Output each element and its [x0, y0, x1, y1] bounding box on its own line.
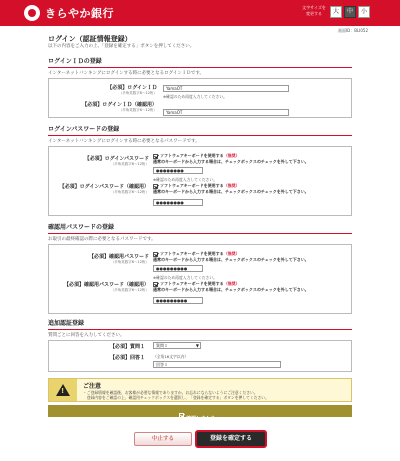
login-pw-confirm-keyboard-desc: 通常のキーボードから入力する場合は、チェックボックスのチェックを外して下さい。 [153, 189, 309, 194]
login-pw-keyboard-desc: 通常のキーボードから入力する場合は、チェックボックスのチェックを外して下さい。 [153, 159, 309, 164]
secret-question-select[interactable]: 質問１ ▼ [153, 342, 201, 349]
caution-band [49, 379, 77, 401]
login-pw-desc: インターネットバンキングにログインする時に必要となるパスワードです。 [48, 139, 200, 144]
font-size-large-button[interactable]: 大 [330, 6, 342, 18]
warning-icon [56, 384, 70, 396]
login-pw-input[interactable]: ●●●●●●●● [153, 167, 203, 174]
font-size-medium-button[interactable]: 中 [344, 6, 356, 18]
login-id-heading: ログインＩＤの登録 [48, 56, 352, 68]
confirm-pw-confirm-keyboard-check[interactable]: ソフトウェアキーボードを使用する（推奨） [153, 281, 349, 287]
confirm-label: 確認しました。 [185, 416, 221, 422]
caution-text: ・ご登録情報を確認後、お客様が必要な情報でありますか。お忘れにならないようにご注意ください。 登録内容をご確認の上、確認用チェックボックスを選択し、「登録を確定する」ボタンを押してください。 [83, 390, 269, 400]
login-pw-confirm-input[interactable]: ●●●●●●●● [153, 199, 203, 206]
login-pw-confirm-keyboard-check[interactable]: ソフトウェアキーボードを使用する（推奨） [153, 183, 349, 189]
login-pw-hint: ※確認のため再度入力してください。 [153, 177, 217, 182]
confirm-pw-label: 【必須】確認用パスワード （半角英数字6～12桁） [88, 254, 149, 264]
secret-question-label: 【必須】質問１ [109, 344, 145, 350]
secret-box [48, 340, 352, 372]
confirm-checkbox-bar[interactable] [48, 405, 352, 422]
login-id-label: 【必須】ログインＩＤ （半角英数字6～12桁） [107, 85, 157, 95]
caution-title: ご注意 [83, 383, 102, 390]
confirm-pw-input[interactable]: ●●●●●●●●● [153, 265, 203, 272]
login-id-confirm-label: 【必須】ログインＩＤ（確認用） （半角英数字6～12桁） [82, 102, 157, 112]
secret-heading: 追加認証登録 [48, 318, 352, 330]
secret-answer-input[interactable]: 回答１ [153, 361, 281, 368]
page-title: ログイン（認証情報登録） [48, 35, 132, 43]
login-id-desc: インターネットバンキングにログインする時に必要となるログインＩＤです。 [48, 71, 205, 76]
login-id-confirm-input[interactable]: YamaOT [163, 109, 289, 116]
bank-name: きらやか銀行 [45, 7, 114, 20]
page-note: 以下の内容をご入力の上、「登録を確定する」ボタンを押してください。 [48, 44, 195, 49]
cancel-button[interactable]: 中止する [134, 432, 192, 446]
secret-answer-label: 【必須】回答１ [109, 355, 145, 361]
chevron-down-icon: ▼ [195, 343, 199, 348]
checkbox-checked-icon[interactable] [153, 184, 158, 189]
login-pw-label: 【必須】ログインパスワード （半角英数字6～12桁） [84, 156, 149, 166]
submit-button[interactable]: 登録を確定する [195, 430, 267, 448]
secret-answer-hint: （全角16文字以内） [153, 354, 189, 359]
checkbox-checked-icon[interactable] [153, 252, 158, 257]
confirm-pw-confirm-keyboard-desc: 通常のキーボードから入力する場合は、チェックボックスのチェックを外して下さい。 [153, 287, 309, 292]
checkbox-checked-icon[interactable] [179, 413, 184, 418]
font-size-small-button[interactable]: 小 [358, 6, 370, 18]
confirm-pw-confirm-input[interactable]: ●●●●●●●●● [153, 297, 203, 304]
login-id-box [48, 78, 352, 118]
confirm-pw-confirm-label: 【必須】確認用パスワード（確認用） （半角英数字6～12桁） [63, 282, 149, 292]
checkbox-checked-icon[interactable] [153, 282, 158, 287]
confirm-pw-heading: 確認用パスワードの登録 [48, 222, 352, 234]
header-bar [0, 0, 400, 26]
login-pw-keyboard-check[interactable]: ソフトウェアキーボードを使用する（推奨） [153, 153, 349, 159]
login-pw-heading: ログインパスワードの登録 [48, 124, 352, 136]
login-id-input[interactable]: YamaOT [163, 85, 289, 92]
font-size-buttons [330, 6, 370, 18]
caution-box [48, 378, 352, 402]
checkbox-checked-icon[interactable] [153, 154, 158, 159]
bank-logo-icon [24, 5, 40, 21]
screen-id: 画面ID：BLI052 [337, 28, 368, 33]
login-pw-box [48, 146, 352, 216]
login-id-hint: ※確認のため再度入力してください。 [163, 94, 227, 99]
font-size-label: 文字サイズを変更する [302, 5, 326, 16]
confirm-pw-hint: ※確認のため再度入力してください。 [153, 275, 217, 280]
confirm-pw-keyboard-desc: 通常のキーボードから入力する場合は、チェックボックスのチェックを外して下さい。 [153, 257, 309, 262]
confirm-pw-desc: お取引の最終確認の際に必要となるパスワードです。 [48, 237, 156, 242]
secret-desc: 質問ごとに回答を入力してください。 [48, 333, 125, 338]
confirm-pw-box [48, 244, 352, 314]
confirm-pw-keyboard-check[interactable]: ソフトウェアキーボードを使用する（推奨） [153, 251, 349, 257]
login-pw-confirm-label: 【必須】ログインパスワード（確認用） （半角英数字6～12桁） [59, 184, 149, 194]
